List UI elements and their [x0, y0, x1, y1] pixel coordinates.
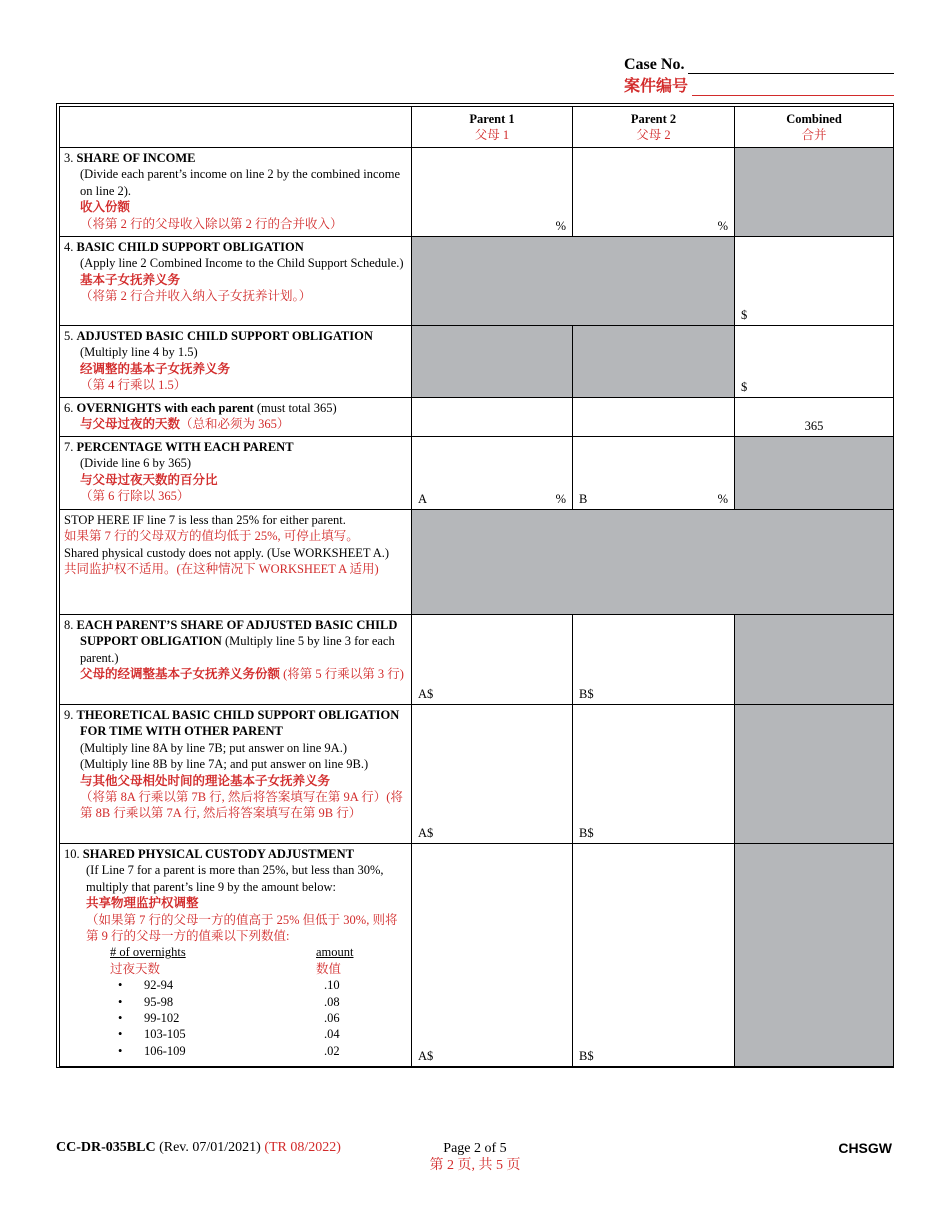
row-7-title-zh: 与父母过夜天数的百分比 — [80, 472, 218, 487]
row-4-combined-cell[interactable] — [735, 237, 894, 326]
header-combined — [735, 107, 894, 148]
row-7-parent2-unit: % — [717, 491, 728, 506]
adjustment-amount: .06 — [324, 1011, 340, 1026]
worksheet-table-frame — [56, 103, 894, 1068]
header-combined-label-zh: 合并 — [801, 128, 827, 142]
row-9-parent1-cell[interactable] — [412, 705, 573, 844]
form-id: CC-DR-035BLC — [56, 1140, 156, 1155]
row-5-instructions: (Multiply line 4 by 1.5) — [80, 345, 198, 360]
row-7-parent2-cell[interactable] — [573, 437, 735, 510]
row-3-parent2-unit: % — [717, 218, 728, 233]
row-7 — [60, 437, 894, 510]
header-parent2 — [573, 107, 735, 148]
row-3-title: SHARE OF INCOME — [76, 151, 196, 165]
adjustment-nights: 103-105 — [144, 1027, 186, 1042]
row-6-combined-cell[interactable] — [735, 398, 894, 437]
case-number-field[interactable] — [688, 57, 894, 74]
row-6-parent1-cell[interactable] — [412, 398, 573, 437]
adjustment-row — [64, 1043, 407, 1059]
row-6 — [60, 398, 894, 437]
row-6-number: 6. — [64, 401, 74, 415]
row-10-description — [60, 844, 412, 1067]
case-number-field-zh[interactable] — [692, 79, 894, 96]
row-9-parent1-label: A$ — [418, 825, 434, 840]
row-9-title-zh: 与其他父母相处时间的理论基本子女抚养义务 — [80, 773, 331, 788]
row-5-combined-unit: $ — [741, 379, 748, 394]
bullet-icon: • — [118, 1011, 123, 1026]
row-5-instructions-zh: （第 4 行乘以 1.5） — [80, 378, 187, 393]
bullet-icon: • — [118, 1043, 123, 1058]
adjustment-nights: 99-102 — [144, 1011, 180, 1026]
row-3-parent2-cell[interactable] — [573, 148, 735, 237]
stop-note-zh: 共同监护权不适用。(在这种情况下 WORKSHEET A 适用) — [64, 562, 379, 577]
header-parent1 — [412, 107, 573, 148]
adjustment-row — [64, 1026, 407, 1042]
stop-instructions — [60, 510, 412, 615]
row-7-title: PERCENTAGE WITH EACH PARENT — [76, 440, 294, 454]
row-9-parent2-label: B$ — [579, 825, 594, 840]
stop-text-zh: 如果第 7 行的父母双方的值均低于 25%, 可停止填写。 — [64, 529, 359, 544]
page-number-zh: 第 2 页, 共 5 页 — [429, 1158, 521, 1173]
row-10-parent1-label: A$ — [418, 1048, 434, 1063]
row-8-number: 8. — [64, 618, 74, 632]
row-9-instructions-a: (Multiply line 8A by line 7B; put answer on line 9A.) — [80, 740, 347, 755]
adjustment-row — [64, 977, 407, 993]
row-8-parent2-label: B$ — [579, 686, 594, 701]
row-3-instructions: (Divide each parent’s income on line 2 by the combined income on line 2). — [80, 167, 401, 198]
row-8-parent2-cell[interactable] — [573, 615, 735, 705]
case-number-label-zh: 案件编号 — [624, 78, 689, 95]
header-parent2-label-zh: 父母 2 — [636, 128, 671, 142]
row-4-title-zh: 基本子女抚养义务 — [80, 272, 181, 287]
row-5-parent2-shaded — [573, 326, 735, 398]
adjustment-row — [64, 1010, 407, 1026]
adjustment-table-header-zh — [64, 961, 407, 977]
row-7-parent1-label: A — [418, 491, 428, 506]
row-5-title-zh: 经调整的基本子女抚养义务 — [80, 361, 231, 376]
row-8-combined-shaded — [735, 615, 894, 705]
adjustment-amount: .10 — [324, 978, 340, 993]
case-number-label: Case No. — [624, 56, 685, 73]
header-blank — [60, 107, 412, 148]
stop-row — [60, 510, 894, 615]
row-6-combined-total: 365 — [804, 418, 824, 433]
header-combined-label: Combined — [786, 112, 842, 126]
row-4-title: BASIC CHILD SUPPORT OBLIGATION — [76, 240, 304, 254]
row-9-number: 9. — [64, 708, 74, 722]
row-6-parent2-cell[interactable] — [573, 398, 735, 437]
row-8-title-zh: 父母的经调整基本子女抚养义务份额 — [80, 667, 281, 682]
adjustment-nights: 106-109 — [144, 1043, 186, 1058]
row-10-instructions: (If Line 7 for a parent is more than 25%, but less than 30%, multiply that parent’s line 9 by the amount below: — [86, 863, 384, 894]
row-6-instructions: (must total 365) — [256, 401, 337, 415]
case-number-block — [624, 52, 894, 96]
footer-code: CHSGW — [838, 1140, 892, 1156]
nights-column-header: # of overnights — [110, 945, 186, 960]
header-parent1-label-zh: 父母 1 — [474, 128, 510, 142]
row-10-parent1-cell[interactable] — [412, 844, 573, 1067]
row-4-description — [60, 237, 412, 326]
header-row — [60, 107, 894, 148]
row-3 — [60, 148, 894, 237]
row-7-instructions: (Divide line 6 by 365) — [80, 456, 192, 471]
row-8-parent1-label: A$ — [418, 686, 434, 701]
row-6-instructions-zh: （总和必须为 365） — [180, 417, 290, 432]
worksheet-table — [59, 106, 894, 1067]
adjustment-nights: 92-94 — [144, 978, 174, 993]
stop-text: STOP HERE IF line 7 is less than 25% for either parent. — [64, 513, 346, 527]
row-3-instructions-zh: （将第 2 行的父母收入除以第 2 行的合并收入） — [80, 216, 343, 231]
adjustment-amount: .04 — [324, 1027, 340, 1042]
stop-note: Shared physical custody does not apply. (Use WORKSHEET A.) — [64, 545, 390, 560]
case-number-row-zh — [624, 74, 894, 96]
row-9 — [60, 705, 894, 844]
amount-column-header: amount — [316, 945, 354, 960]
row-10-title: SHARED PHYSICAL CUSTODY ADJUSTMENT — [82, 847, 354, 861]
row-8 — [60, 615, 894, 705]
row-4-instructions-zh: （将第 2 行合并收入纳入子女抚养计划。） — [80, 289, 312, 304]
row-9-description — [60, 705, 412, 844]
row-10-combined-shaded — [735, 844, 894, 1067]
row-5-parent1-shaded — [412, 326, 573, 398]
row-10-title-zh: 共享物理监护权调整 — [86, 896, 199, 911]
header-parent1-label: Parent 1 — [469, 112, 515, 126]
row-7-parent1-unit: % — [555, 491, 566, 506]
row-10-instructions-zh: （如果第 7 行的父母一方的值高于 25% 但低于 30%, 则将第 9 行的父母一方的值乘以下列数值: — [86, 912, 398, 944]
row-3-combined-shaded — [735, 148, 894, 237]
row-9-title: THEORETICAL BASIC CHILD SUPPORT OBLIGATION FOR TIME WITH OTHER PARENT — [76, 708, 400, 739]
row-6-description — [60, 398, 412, 437]
row-7-parent1-cell[interactable] — [412, 437, 573, 510]
row-10-parent2-label: B$ — [579, 1048, 594, 1063]
row-8-parent1-cell[interactable] — [412, 615, 573, 705]
footer-page-number — [400, 1140, 550, 1174]
row-9-instructions-zh: （将第 8A 行乘以第 7B 行, 然后将答案填写在第 9A 行）(将第 8B 行乘以第 7A 行, 然后将答案填写在第 9B 行） — [80, 790, 403, 821]
adjustment-row — [64, 994, 407, 1010]
row-4-combined-unit: $ — [741, 307, 748, 322]
row-3-number: 3. — [64, 151, 74, 165]
row-8-title: EACH PARENT’S SHARE OF ADJUSTED BASIC CHILD SUPPORT OBLIGATION — [76, 618, 398, 649]
row-7-parent2-label: B — [579, 491, 588, 506]
row-4-number: 4. — [64, 240, 74, 254]
row-6-title-zh: 与父母过夜的天数 — [80, 417, 181, 432]
row-7-description — [60, 437, 412, 510]
row-8-instructions-zh: (将第 5 行乘以第 3 行) — [283, 667, 404, 682]
adjustment-nights: 95-98 — [144, 994, 174, 1009]
amount-column-header-zh: 数值 — [316, 961, 342, 976]
stop-row-shaded — [412, 510, 894, 615]
case-number-row — [624, 52, 894, 74]
row-4-parents-shaded — [412, 237, 735, 326]
row-9-parent2-cell[interactable] — [573, 705, 735, 844]
row-7-combined-shaded — [735, 437, 894, 510]
row-6-title: OVERNIGHTS with each parent — [76, 401, 254, 415]
header-parent2-label: Parent 2 — [630, 112, 677, 126]
bullet-icon: • — [118, 1027, 123, 1042]
adjustment-amount: .02 — [324, 1043, 340, 1058]
form-translation-date: (TR 08/2022) — [264, 1140, 341, 1155]
row-5 — [60, 326, 894, 398]
row-5-title: ADJUSTED BASIC CHILD SUPPORT OBLIGATION — [76, 329, 373, 343]
row-5-combined-cell[interactable] — [735, 326, 894, 398]
row-10 — [60, 844, 894, 1067]
adjustment-table-header — [64, 944, 407, 960]
row-9-combined-shaded — [735, 705, 894, 844]
row-7-number: 7. — [64, 440, 74, 454]
bullet-icon: • — [118, 994, 123, 1009]
footer-form-id — [56, 1140, 341, 1156]
row-5-number: 5. — [64, 329, 74, 343]
page-number: Page 2 of 5 — [443, 1141, 507, 1156]
row-4-instructions: (Apply line 2 Combined Income to the Child Support Schedule.) — [80, 256, 404, 271]
row-10-number: 10. — [64, 847, 80, 861]
row-3-title-zh: 收入份额 — [80, 200, 131, 215]
row-8-description — [60, 615, 412, 705]
row-5-description — [60, 326, 412, 398]
row-10-parent2-cell[interactable] — [573, 844, 735, 1067]
row-9-instructions-b: (Multiply line 8B by line 7A; and put answer on line 9B.) — [80, 757, 369, 772]
adjustment-amount: .08 — [324, 994, 340, 1009]
row-4 — [60, 237, 894, 326]
row-7-instructions-zh: （第 6 行除以 365） — [80, 489, 190, 504]
row-3-parent1-unit: % — [555, 218, 566, 233]
row-8-instructions: (Multiply line 5 by line 3 for each parent.) — [80, 634, 395, 665]
row-3-parent1-cell[interactable] — [412, 148, 573, 237]
bullet-icon: • — [118, 978, 123, 993]
nights-column-header-zh: 过夜天数 — [110, 961, 161, 976]
form-revision: (Rev. 07/01/2021) — [159, 1140, 261, 1155]
row-3-description — [60, 148, 412, 237]
